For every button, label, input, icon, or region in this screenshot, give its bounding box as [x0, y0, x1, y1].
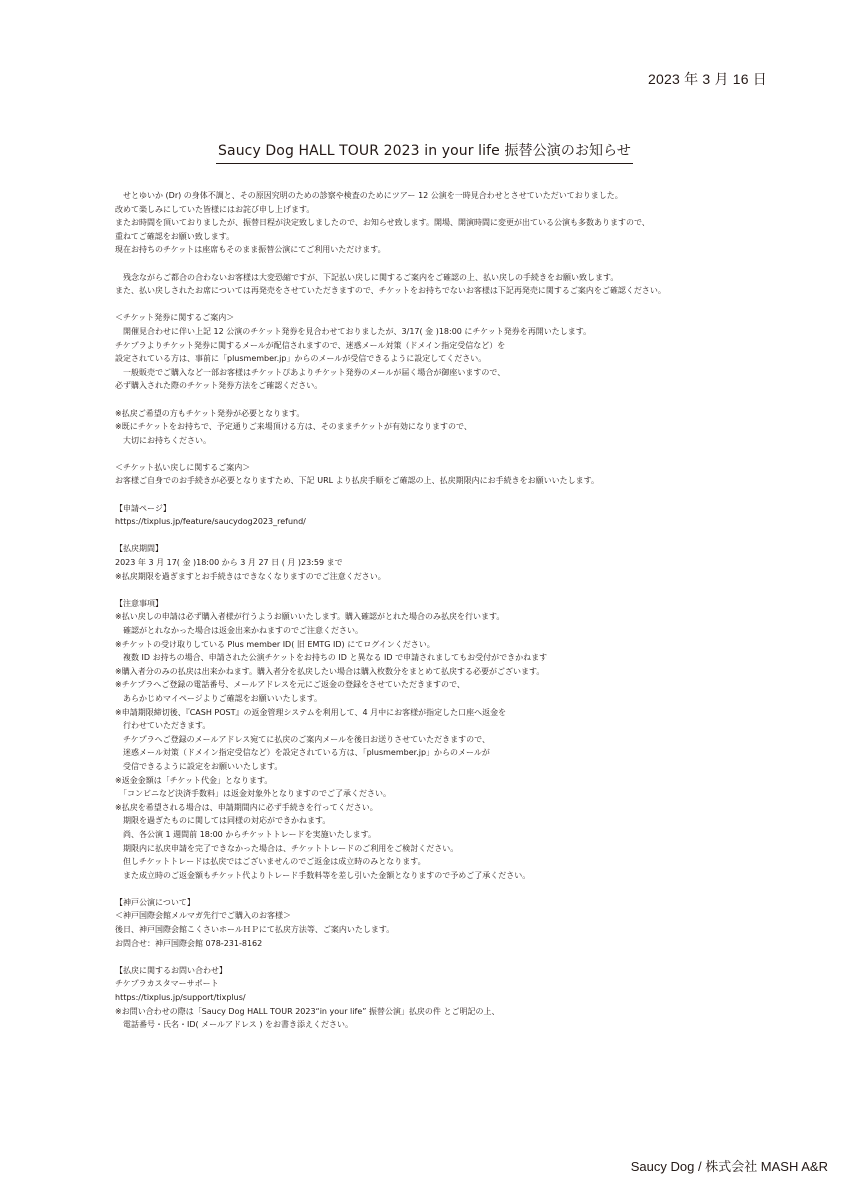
body-line: 【払戻期間】 [115, 544, 163, 554]
body-line: 【申請ページ】 [115, 503, 171, 513]
body-line: 期限を過ぎたものに関しては同様の対応ができかねます。 [115, 816, 331, 826]
body-line: 【払戻に関するお問い合わせ】 [115, 965, 227, 975]
paragraph-gap [115, 393, 755, 407]
paragraph-gap [115, 488, 755, 502]
body-line: ※払戻ご希望の方もチケット発券が必要となります。 [115, 408, 305, 418]
document-body [115, 189, 755, 1032]
body-line: 開催見合わせに伴い上記 12 公演のチケット発券を見合わせておりましたが、3/17( 金 )18:00 にチケット発券を再開いたします。 [115, 326, 592, 336]
body-line: 期限内に払戻申請を完了できなかった場合は、チケットトレードのご利用をご検討ください。 [115, 843, 459, 853]
body-line: 但しチケットトレードは払戻ではございませんのでご返金は成立時のみとなります。 [115, 857, 426, 867]
body-line: 現在お持ちのチケットは座席もそのまま振替公演にてご利用いただけます。 [115, 245, 386, 255]
body-line: チケプラよりチケット発券に関するメールが配信されますので、迷惑メール対策（ドメイン指定受信など）を [115, 340, 506, 350]
paragraph-gap [115, 950, 755, 964]
body-line: ※チケットの受け取りしている Plus member ID( 旧 EMTG ID) にてログインください。 [115, 639, 435, 649]
body-line: ※申請期限締切後、『CASH POST』の返金管理システムを利用して、4 月中にお客様が指定した口座へ返金を [115, 707, 507, 717]
body-line: ＜チケット払い戻しに関するご案内＞ [115, 462, 251, 472]
body-line: 2023 年 3 月 17( 金 )18:00 から 3 月 27 日 ( 月 )23:59 まで [115, 558, 343, 568]
body-line: 残念ながらご都合の合わないお客様は大変恐縮ですが、下記払い戻しに関するご案内をご確認の上、払い戻しの手続きをお願い致します。 [115, 272, 619, 282]
body-line: 複数 ID お持ちの場合、申請された公演チケットをお持ちの ID と異なる ID で申請されましてもお受付ができかねます [115, 653, 548, 663]
document-footer: Saucy Dog / 株式会社 MASH A&R [630, 1159, 828, 1174]
paragraph-gap [115, 257, 755, 271]
body-line: 重ねてご確認をお願い致します。 [115, 231, 235, 241]
body-line: ※お問い合わせの際は「Saucy Dog HALL TOUR 2023“in your life” 振替公演」払戻の件 とご明記の上、 [115, 1006, 500, 1016]
body-line: 「コンビニなど決済手数料」は返金対象外となりますのでご了承ください。 [115, 789, 391, 799]
body-line: ※既にチケットをお持ちで、予定通りご来場頂ける方は、そのままチケットが有効になりますので、 [115, 422, 472, 432]
body-line: https://tixplus.jp/support/tixplus/ [115, 993, 246, 1003]
body-line: ※購入者分のみの払戻は出来かねます。購入者分を払戻したい場合は購入枚数分をまとめて払戻する必要がございます。 [115, 666, 545, 676]
body-line: お問合せ：神戸国際会館 078-231-8162 [115, 938, 263, 948]
title-block [0, 140, 849, 164]
body-line: せとゆいか (Dr) の身体不調と、その原因究明のための診察や検査のためにツアー 12 公演を一時見合わせとさせていただいておりました。 [115, 191, 623, 200]
body-line: また成立時のご返金額もチケット代よりトレード手数料等を差し引いた金額となりますので予めご了承ください。 [115, 870, 531, 880]
paragraph-gap [115, 583, 755, 597]
body-line: 改めて楽しみにしていた皆様にはお詫び申し上げます。 [115, 204, 315, 214]
body-line: あらかじめマイページよりご確認をお願いいたします。 [115, 693, 323, 703]
body-line: ※払戻期限を過ぎますとお手続きはできなくなりますのでご注意ください。 [115, 571, 386, 581]
body-line: またお時間を頂いておりましたが、振替日程が決定致しましたので、お知らせ致します。開場、開演時間に変更が出ている公演も多数ありますので、 [115, 218, 650, 228]
body-line: チケプラへご登録のメールアドレス宛てに払戻のご案内メールを後日お送りさせていただきますので、 [115, 734, 490, 744]
paragraph-gap [115, 298, 755, 312]
paragraph-gap [115, 447, 755, 461]
body-line: 【神戸公演について】 [115, 897, 195, 907]
body-line: 受信できるように設定をお願いいたします。 [115, 761, 283, 771]
body-line: ＜神戸国際会館メルマガ先行でご購入のお客様＞ [115, 911, 291, 921]
body-line: 行わせていただきます。 [115, 721, 211, 731]
body-line: 一般販売でご購入など一部お客様はチケットぴあよりチケット発券のメールが届く場合が御座いますので、 [115, 367, 506, 377]
body-line: チケプラカスタマーサポート [115, 979, 219, 989]
body-line: 電話番号・氏名・ID( メールアドレス ) をお書き添えください。 [115, 1020, 353, 1030]
body-line: 尚、各公演 1 週間前 18:00 からチケットトレードを実施いたします。 [115, 829, 376, 839]
body-line: お客様ご自身でのお手続きが必要となりますため、下記 URL より払戻手順をご確認の上、払戻期限内にお手続きをお願いいたします。 [115, 476, 599, 486]
body-line: また、払い戻しされたお席については再発売をさせていただきますので、チケットをお持ちでないお客様は下記再発売に関するご案内をご確認ください。 [115, 286, 666, 296]
body-line: ＜チケット発券に関するご案内＞ [115, 313, 235, 323]
body-line: 迷惑メール対策（ドメイン指定受信など）を設定されている方は、「plusmember.jp」からのメールが [115, 748, 490, 758]
document-title: Saucy Dog HALL TOUR 2023 in your life 振替公演のお知らせ [216, 140, 633, 164]
document-date: 2023 年 3 月 16 日 [648, 71, 767, 87]
body-line: 【注意事項】 [115, 598, 163, 608]
body-line: 確認がとれなかった場合は返金出来かねますのでご注意ください。 [115, 626, 363, 635]
body-line: ※チケプラへご登録の電話番号、メールアドレスを元にご返金の登録をさせていただきますので、 [115, 680, 465, 690]
body-line: 後日、神戸国際会館こくさいホールＨＰにて払戻方法等、ご案内いたします。 [115, 925, 395, 935]
paragraph-gap [115, 882, 755, 896]
body-line: 設定されている方は、事前に「plusmember.jp」からのメールが受信できるように設定してください。 [115, 354, 487, 364]
body-line: 必ず購入された際のチケット発券方法をご確認ください。 [115, 381, 323, 391]
paragraph-gap [115, 529, 755, 543]
body-line: https://tixplus.jp/feature/saucydog2023_refund/ [115, 517, 306, 527]
body-line: ※返金金額は「チケット代金」となります。 [115, 775, 273, 785]
body-line: 大切にお持ちください。 [115, 435, 211, 445]
body-line: ※払戻を希望される場合は、申請期間内に必ず手続きを行ってください。 [115, 802, 378, 812]
body-line: ※払い戻しの申請は必ず購入者様が行うようお願いいたします。購入確認がとれた場合のみ払戻を行います。 [115, 612, 505, 622]
